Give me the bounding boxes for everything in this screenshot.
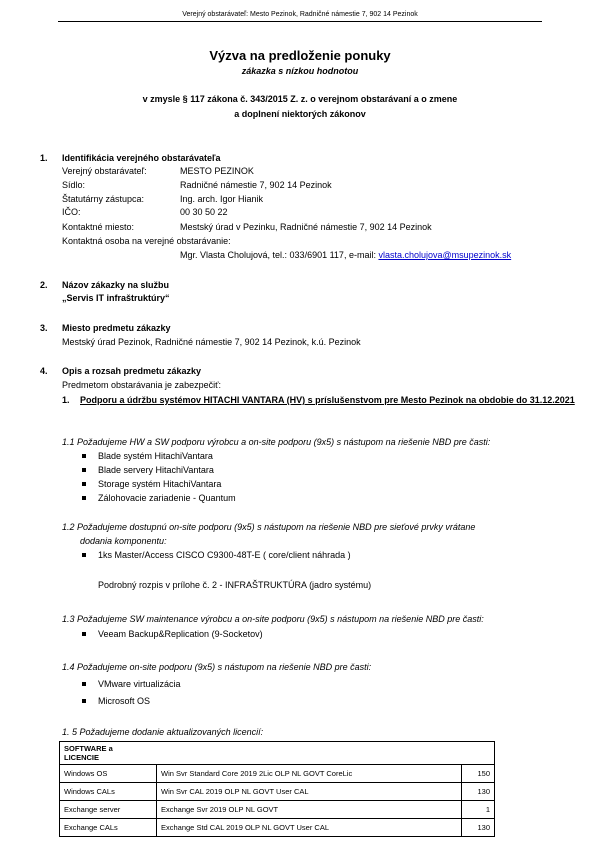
section-4-title: Opis a rozsah predmetu zákazky — [62, 366, 202, 376]
contact-place-value: Mestský úrad v Pezinku, Radničné námestie 7, 902 14 Pezinok — [180, 222, 432, 232]
list-item — [82, 451, 213, 461]
place-text: Mestský úrad Pezinok, Radničné námestie 7, 902 14 Pezinok, k.ú. Pezinok — [62, 337, 361, 347]
section-2-title: Názov zákazky na službu — [62, 280, 170, 290]
list-item-text: VMware virtualizácia — [98, 679, 181, 689]
table-row — [60, 783, 495, 801]
representative-value: Ing. arch. Igor Hianik — [180, 194, 264, 204]
paragraph-1-3: 1.3 Požadujeme SW maintenance výrobcu a on-site podporu (9x5) s nástupom na riešenie NBD pre časti: — [62, 614, 484, 624]
representative-label: Štatutárny zástupca: — [62, 194, 145, 204]
buyer-value: MESTO PEZINOK — [180, 166, 254, 176]
table-cell-qty: 1 — [462, 801, 495, 819]
table-cell-qty: 130 — [462, 819, 495, 837]
table-cell-name: Windows CALs — [60, 783, 157, 801]
list-item — [82, 679, 181, 689]
list-item — [82, 493, 236, 503]
section-3-title: Miesto predmetu zákazky — [62, 323, 171, 333]
table-row — [60, 801, 495, 819]
list-item-text: Zálohovacie zariadenie - Quantum — [98, 493, 236, 503]
table-header-row — [60, 742, 495, 765]
paragraph-1-4: 1.4 Požadujeme on-site podporu (9x5) s nástupom na riešenie NBD pre časti: — [62, 662, 372, 672]
table-header-line2: LICENCIE — [64, 753, 100, 762]
contact-person-value: Mgr. Vlasta Cholujová, tel.: 033/6901 117, e-mail: — [180, 250, 379, 260]
paragraph-1-1: 1.1 Požadujeme HW a SW podporu výrobcu a on-site podporu (9x5) s nástupom na riešenie NBD pre časti: — [62, 437, 491, 447]
contact-person-line — [180, 250, 511, 260]
table-row — [60, 765, 495, 783]
table-cell-desc: Exchange Svr 2019 OLP NL GOVT — [157, 801, 462, 819]
legal-basis-line2: a doplnení niektorých zákonov — [234, 109, 366, 119]
item-1-text: Podporu a údržbu systémov HITACHI VANTARA (HV) s príslušenstvom pre Mesto Pezinok na obdobie do 31.12.2021 — [80, 395, 575, 405]
bullet-icon — [82, 496, 86, 500]
document-subtitle: zákazka s nízkou hodnotou — [241, 66, 359, 76]
table-row — [60, 819, 495, 837]
table-cell-qty: 150 — [462, 765, 495, 783]
bullet-icon — [82, 682, 86, 686]
table-cell-qty: 130 — [462, 783, 495, 801]
list-item — [82, 479, 221, 489]
seat-value: Radničné námestie 7, 902 14 Pezinok — [180, 180, 332, 190]
section-1-title: Identifikácia verejného obstarávateľa — [62, 153, 221, 163]
bullet-icon — [82, 632, 86, 636]
list-item — [82, 696, 150, 706]
seat-label: Sídlo: — [62, 180, 86, 190]
email-link[interactable]: vlasta.cholujova@msupezinok.sk — [378, 250, 512, 260]
contract-name: „Servis IT infraštruktúry“ — [62, 293, 170, 303]
ico-value: 00 30 50 22 — [180, 207, 228, 217]
paragraph-1-5: 1. 5 Požadujeme dodanie aktualizovaných licencií: — [62, 727, 264, 737]
bullet-icon — [82, 699, 86, 703]
table-cell-desc: Win Svr Standard Core 2019 2Lic OLP NL GOVT CoreLic — [157, 765, 462, 783]
list-item — [82, 629, 263, 639]
table-header-cell — [60, 742, 495, 765]
legal-basis-line1: v zmysle § 117 zákona č. 343/2015 Z. z. o verejnom obstarávaní a o zmene — [142, 94, 458, 104]
list-item-text: Microsoft OS — [98, 696, 151, 706]
bullet-icon — [82, 553, 86, 557]
table-cell-desc: Win Svr CAL 2019 OLP NL GOVT User CAL — [157, 783, 462, 801]
bullet-icon — [82, 482, 86, 486]
document-title: Výzva na predloženie ponuky — [209, 48, 391, 63]
item-1-number: 1. — [62, 395, 70, 405]
paragraph-1-2-note: Podrobný rozpis v prílohe č. 2 - INFRAŠTRUKTÚRA (jadro systému) — [98, 580, 372, 590]
list-item-text: Blade servery HitachiVantara — [98, 465, 214, 475]
item-1 — [62, 393, 582, 407]
table-cell-name: Exchange server — [60, 801, 157, 819]
list-item — [82, 465, 214, 475]
section-1-number: 1. — [40, 153, 48, 163]
list-item-text: Veeam Backup&Replication (9-Socketov) — [98, 629, 263, 639]
legal-basis — [0, 92, 600, 122]
bullet-icon — [82, 468, 86, 472]
table-header-line1: SOFTWARE a — [64, 744, 113, 753]
section-2-number: 2. — [40, 280, 48, 290]
list-item-text: Blade systém HitachiVantara — [98, 451, 213, 461]
ico-label: IČO: — [62, 207, 81, 217]
table-cell-desc: Exchange Std CAL 2019 OLP NL GOVT User CAL — [157, 819, 462, 837]
contact-place-label: Kontaktné miesto: — [62, 222, 135, 232]
table-cell-name: Windows OS — [60, 765, 157, 783]
contact-person-label: Kontaktná osoba na verejné obstarávanie: — [62, 236, 231, 246]
table-cell-name: Exchange CALs — [60, 819, 157, 837]
section-4-number: 4. — [40, 366, 48, 376]
license-table — [59, 741, 495, 837]
page-header: Verejný obstarávateľ: Mesto Pezinok, Radničné námestie 7, 902 14 Pezinok — [58, 11, 542, 22]
buyer-label: Verejný obstarávateľ: — [62, 166, 147, 176]
subject-intro: Predmetom obstarávania je zabezpečiť: — [62, 380, 221, 390]
section-3-number: 3. — [40, 323, 48, 333]
bullet-icon — [82, 454, 86, 458]
list-item-text: Storage systém HitachiVantara — [98, 479, 222, 489]
list-item-text: 1ks Master/Access CISCO C9300-48T-E ( core/client náhrada ) — [98, 550, 351, 560]
list-item — [82, 550, 351, 560]
paragraph-1-2-line1: 1.2 Požadujeme dostupnú on-site podporu (9x5) s nástupom na riešenie NBD pre sieťové prvky vrátane — [62, 522, 476, 532]
paragraph-1-2-line2: dodania komponentu: — [80, 536, 167, 546]
